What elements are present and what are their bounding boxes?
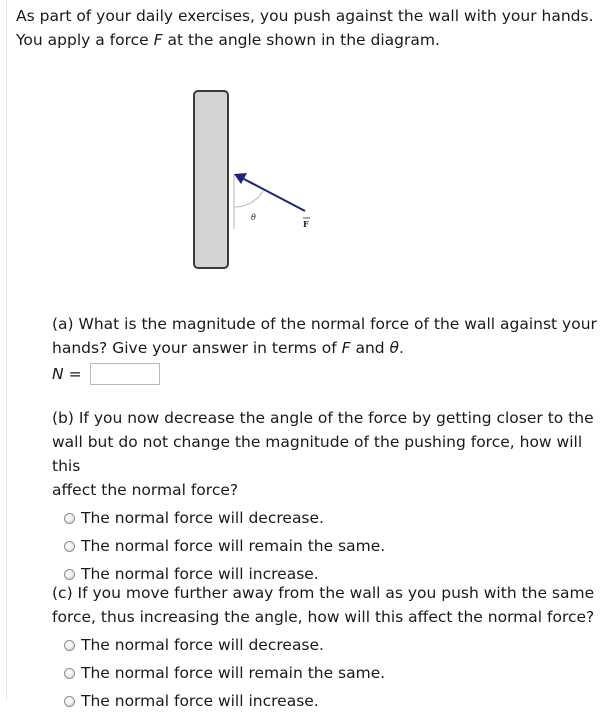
force-arrow-shaft: [242, 178, 305, 211]
option-label[interactable]: The normal force will decrease.: [81, 509, 324, 527]
option-label[interactable]: The normal force will increase.: [81, 565, 319, 583]
part-c-option-same[interactable]: [64, 659, 602, 687]
problem-intro: [16, 4, 601, 52]
part-a-var-theta: θ: [389, 339, 400, 357]
force-label: F: [303, 219, 309, 229]
part-c-options: [64, 631, 602, 715]
part-b: [52, 406, 602, 588]
radio-button-icon[interactable]: [64, 640, 75, 651]
part-a-var-f: F: [341, 339, 351, 357]
intro-line-2-prefix: You apply a force: [16, 31, 154, 49]
option-label[interactable]: The normal force will remain the same.: [81, 664, 386, 682]
option-label[interactable]: The normal force will remain the same.: [81, 537, 386, 555]
part-b-question-line-2: wall but do not change the magnitude of the pushing force, how will this: [52, 433, 583, 475]
part-b-question-line-3: affect the normal force?: [52, 481, 239, 499]
part-c-option-decrease[interactable]: [64, 631, 602, 659]
equals-sign: =: [68, 365, 82, 383]
radio-button-icon[interactable]: [64, 569, 75, 580]
part-b-options: [64, 504, 602, 588]
part-a-period: .: [399, 339, 404, 357]
radio-button-icon[interactable]: [64, 541, 75, 552]
part-a-question-line-2: [52, 336, 602, 360]
part-a-question-prefix: hands? Give your answer in terms of: [52, 339, 342, 357]
part-b-option-same[interactable]: [64, 532, 602, 560]
radio-button-icon[interactable]: [64, 668, 75, 679]
normal-force-answer-input[interactable]: [90, 363, 160, 385]
part-c-question-line-2: force, thus increasing the angle, how will this affect the normal force?: [52, 608, 595, 626]
content-left-border: [6, 0, 7, 700]
normal-force-label: N: [52, 365, 64, 383]
part-a-question-line-1: (a) What is the magnitude of the normal force of the wall against your: [52, 315, 597, 333]
part-c-question-line-1: (c) If you move further away from the wall as you push with the same: [52, 584, 595, 602]
wall: [194, 91, 228, 268]
option-label[interactable]: The normal force will increase.: [81, 692, 319, 710]
intro-force-variable: F: [153, 31, 163, 49]
part-b-question-line-1: (b) If you now decrease the angle of the force by getting closer to the: [52, 409, 594, 427]
option-label[interactable]: The normal force will decrease.: [81, 636, 324, 654]
radio-button-icon[interactable]: [64, 696, 75, 707]
intro-line-2-suffix: at the angle shown in the diagram.: [162, 31, 440, 49]
force-diagram: [180, 84, 330, 274]
part-a-answer-row: [52, 362, 602, 386]
intro-line-1: As part of your daily exercises, you push against the wall with your hands.: [16, 7, 594, 25]
part-c: [52, 581, 602, 715]
radio-button-icon[interactable]: [64, 513, 75, 524]
part-b-option-decrease[interactable]: [64, 504, 602, 532]
part-c-option-increase[interactable]: [64, 687, 602, 715]
intro-line-2: [16, 28, 601, 52]
theta-label: θ: [251, 213, 256, 222]
part-a: [52, 312, 602, 386]
part-a-and: and: [350, 339, 390, 357]
angle-arc: [234, 191, 263, 207]
